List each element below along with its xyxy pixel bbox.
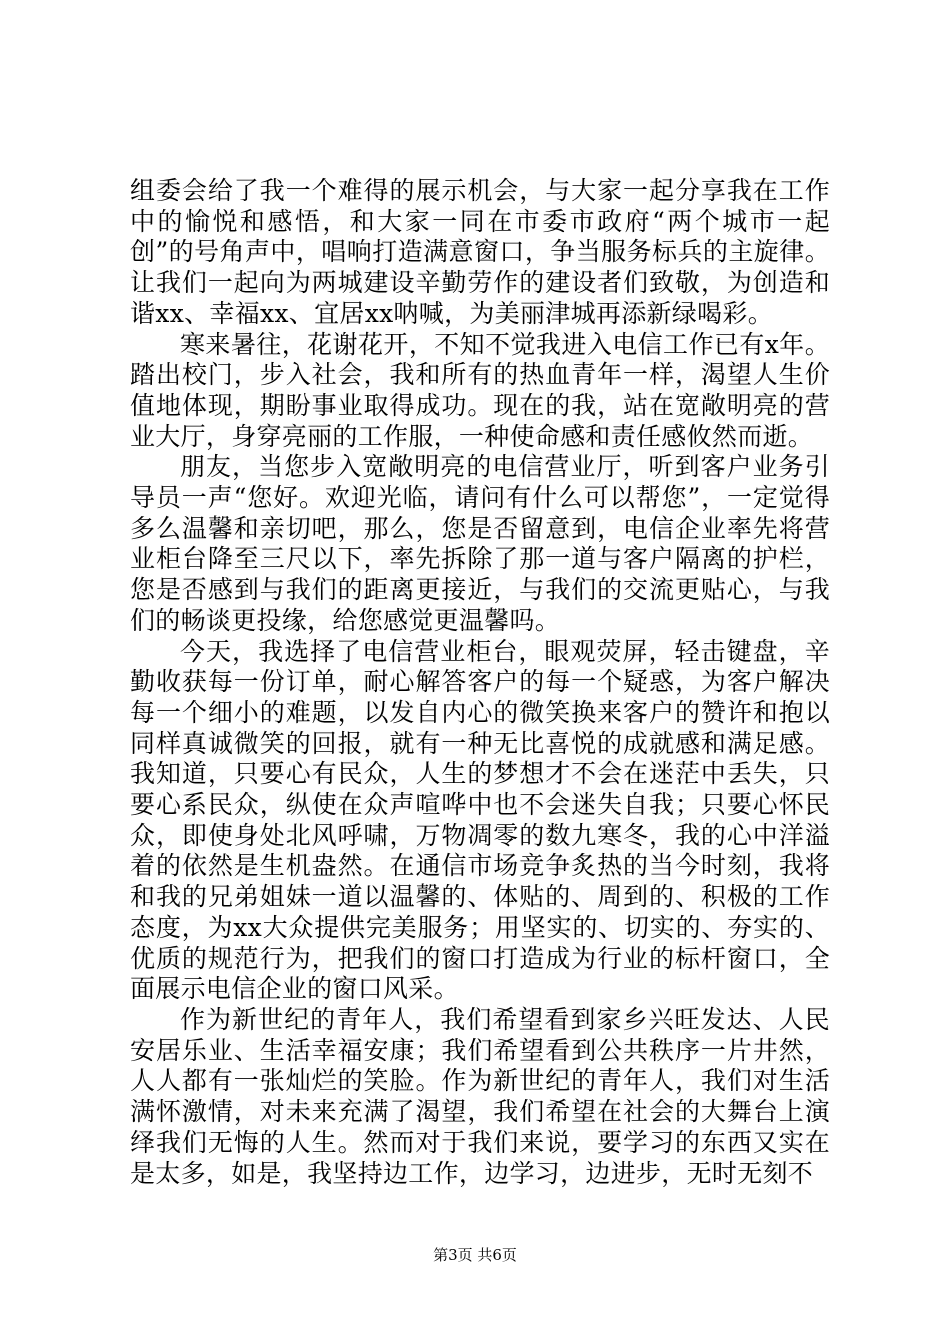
document-body	[130, 176, 830, 1189]
page-footer: 第3页 共6页	[433, 1246, 517, 1264]
paragraph-3: 朋友，当您步入宽敞明亮的电信营业厅，听到客户业务引导员一声“您好。欢迎光临，请问有什么可以帮您”，一定觉得多么温馨和亲切吧，那么，您是否留意到，电信企业率先将营业柜台降至三尺以下，率先拆除了那一道与客户隔离的护栏，您是否感到与我们的距离更接近，与我们的交流更贴心，与我们的畅谈更投缘，给您感觉更温馨吗。	[130, 452, 830, 635]
paragraph-1: 组委会给了我一个难得的展示机会，与大家一起分享我在工作中的愉悦和感悟，和大家一同在市委市政府“两个城市一起创”的号角声中，唱响打造满意窗口，争当服务标兵的主旋律。让我们一起向为两城建设辛勤劳作的建设者们致敬，为创造和谐xx、幸福xx、宜居xx呐喊，为美丽津城再添新绿喝彩。	[130, 176, 830, 328]
paragraph-4: 今天，我选择了电信营业柜台，眼观荧屏，轻击键盘，辛勤收获每一份订单，耐心解答客户的每一个疑惑，为客户解决每一个细小的难题，以发自内心的微笑换来客户的赞许和抱以同样真诚微笑的回报，就有一种无比喜悦的成就感和满足感。我知道，只要心有民众，人生的梦想才不会在迷茫中丢失，只要心系民众，纵使在众声喧哗中也不会迷失自我；只要心怀民众，即使身处北风呼啸，万物凋零的数九寒冬，我的心中洋溢着的依然是生机盎然。在通信市场竞争炙热的当今时刻，我将和我的兄弟姐妹一道以温馨的、体贴的、周到的、积极的工作态度，为xx大众提供完美服务；用坚实的、切实的、夯实的、优质的规范行为，把我们的窗口打造成为行业的标杆窗口，全面展示电信企业的窗口风采。	[130, 636, 830, 1004]
paragraph-5: 作为新世纪的青年人，我们希望看到家乡兴旺发达、人民安居乐业、生活幸福安康；我们希望看到公共秩序一片井然，人人都有一张灿烂的笑脸。作为新世纪的青年人，我们对生活满怀激情，对未来充满了渴望，我们希望在社会的大舞台上演绎我们无悔的人生。然而对于我们来说，要学习的东西又实在是太多，如是，我坚持边工作，边学习，边进步，无时无刻不	[130, 1004, 830, 1188]
paragraph-2: 寒来暑往，花谢花开，不知不觉我进入电信工作已有x年。踏出校门，步入社会，我和所有的热血青年一样，渴望人生价值地体现，期盼事业取得成功。现在的我，站在宽敞明亮的营业大厅，身穿亮丽的工作服，一种使命感和责任感攸然而逝。	[130, 329, 830, 451]
